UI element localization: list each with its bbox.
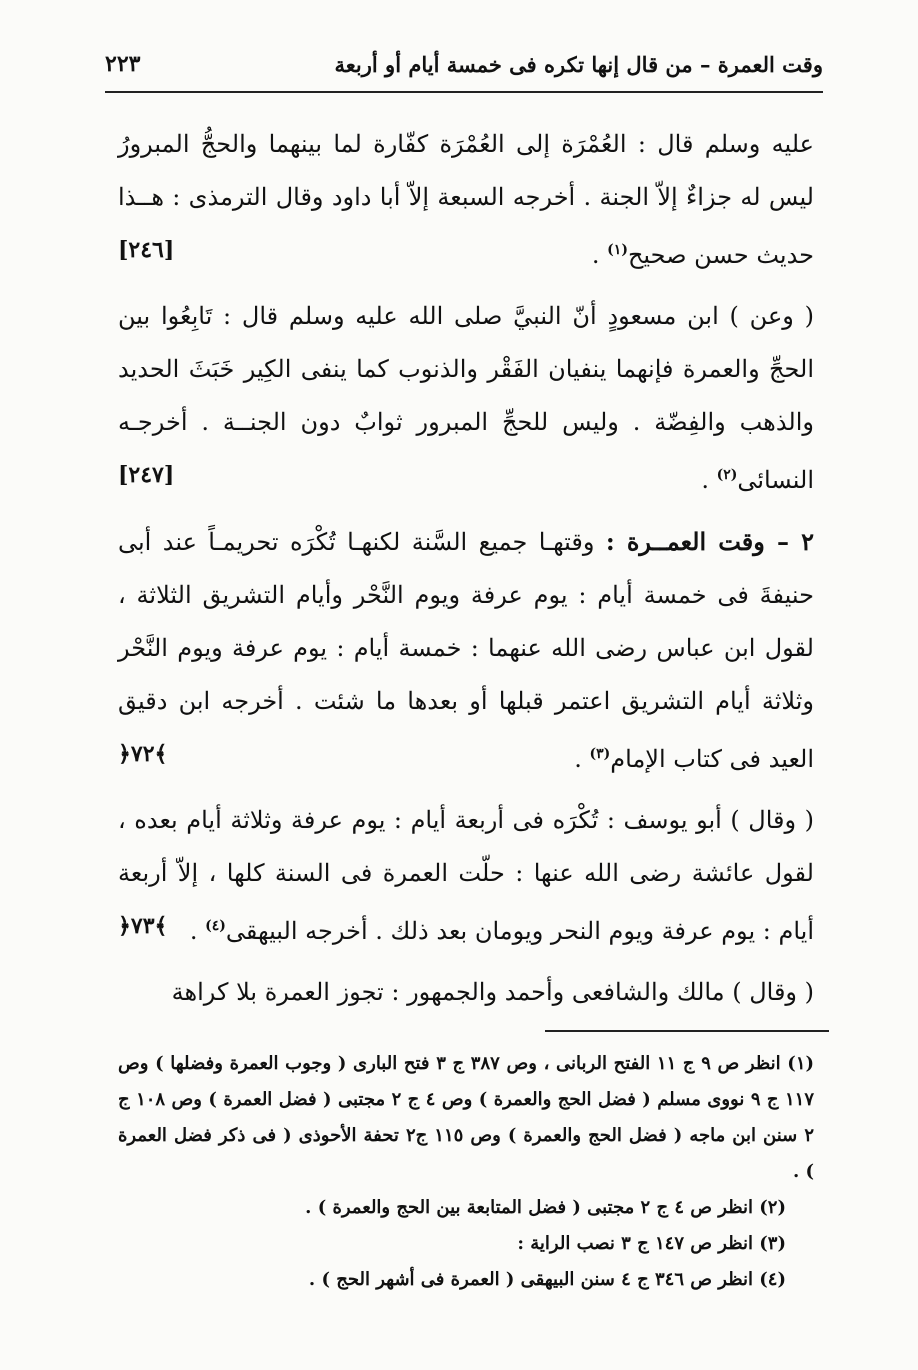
- sentence-end: .: [591, 241, 608, 269]
- paragraph-text: ( وقال ) أبو يوسف : تُكْرَه فى أربعة أيام : يوم عرفة وثلاثة أيام بعده ، لقول عائشة رضى الله عنها : حلّت العمرة فى السنة كلها ، إلاّ أربعة أيام : يوم عرفة ويوم النحر ويومان بعد ذلك . أخرجه البيهقى: [118, 806, 814, 945]
- section-heading: ٢ – وقت العمــرة :: [605, 527, 814, 556]
- hadith-reference-number: ﴿٧٣﴾: [118, 913, 168, 939]
- paragraph-4: [118, 794, 814, 958]
- paragraph-text: عليه وسلم قال : العُمْرَة إلى العُمْرَة كفّارة لما بينهما والحجُّ المبرورُ ليس له جزاءٌ إلاّ الجنة . أخرجه السبعة إلاّ أبا داود وقال الترمذى : هــذا حديث حسن صحيح: [118, 130, 814, 269]
- sentence-end: .: [701, 466, 717, 494]
- hadith-reference-number: [٢٤٦]: [118, 237, 175, 263]
- footnote-mark: (١): [607, 242, 628, 258]
- footnote-4: (٤) انظر ص ٣٤٦ ج ٤ سنن البيهقى ( العمرة فى أشهر الحج ) .: [308, 1269, 786, 1290]
- paragraph-5: [118, 966, 814, 1019]
- page-header: [105, 40, 823, 88]
- footnotes: [118, 1046, 814, 1298]
- main-text: [118, 118, 814, 1019]
- paragraph-text: ( وقال ) مالك والشافعى وأحمد والجمهور : تجوز العمرة بلا كراهة: [171, 978, 814, 1006]
- footnote-mark: (٣): [589, 746, 611, 762]
- footnote-2: (٢) انظر ص ٤ ج ٢ مجتبى ( فضل المتابعة بين الحج والعمرة ) .: [305, 1197, 786, 1218]
- paragraph-text: ( وعن ) ابن مسعودٍ أنّ النبيَّ صلى الله عليه وسلم قال : تَابِعُوا بين الحجِّ والعمرة فإنهما ينفيان الفَقْر والذنوب كما ينفى الكِير خَبَثَ الحديد والذهب والفِضّة . وليس للحجِّ المبرور ثوابٌ دون الجنــة . أخرجـه النسائى: [118, 302, 814, 494]
- sentence-end: .: [189, 917, 206, 945]
- paragraph-1: [118, 118, 814, 282]
- paragraph-2: [118, 290, 814, 507]
- footnote-mark: (٢): [716, 467, 738, 483]
- footnote-mark: (٤): [205, 918, 226, 934]
- footnote-rule: [545, 1030, 829, 1032]
- hadith-reference-number: ﴿٧٢﴾: [118, 741, 168, 767]
- footnote-3: (٣) انظر ص ١٤٧ ج ٣ نصب الراية :: [517, 1233, 786, 1254]
- footnote-1: (١) انظر ص ٩ ج ١١ الفتح الربانى ، وص ٣٨٧ ج ٣ فتح البارى ( وجوب العمرة وفضلها ) وص ١١٧ ج ٩ نووى مسلم ( فضل الحج والعمرة ) وص ٤ ج ٢ مجتبى ( فضل العمرة ) وص ١٠٨ ج ٢ سنن ابن ماجه ( فضل الحج والعمرة ) وص ١١٥ ج٢ تحفة الأحوذى ( فى ذكر فضل العمرة ) .: [118, 1053, 815, 1182]
- sentence-end: .: [574, 745, 590, 773]
- hadith-reference-number: [٢٤٧]: [118, 462, 175, 488]
- page-number: ٢٢٣: [105, 51, 141, 77]
- paragraph-3: [118, 515, 814, 786]
- running-title: وقت العمرة – من قال إنها تكره فى خمسة أيام أو أربعة: [334, 51, 823, 77]
- header-rule: [105, 91, 823, 93]
- paragraph-text: وقتهـا جميع السَّنة لكنهـا تُكْرَه تحريمـاً عند أبى حنيفةَ فى خمسة أيام : يوم عرفة ويوم النَّحْر وأيام التشريق الثلاثة ، لقول ابن عباس رضى الله عنهما : خمسة أيام : يوم عرفة ويوم النَّحْر وثلاثة أيام التشريق اعتمر قبلها أو بعدها ما شئت . أخرجه ابن دقيق العيد فى كتاب الإمام: [118, 528, 814, 773]
